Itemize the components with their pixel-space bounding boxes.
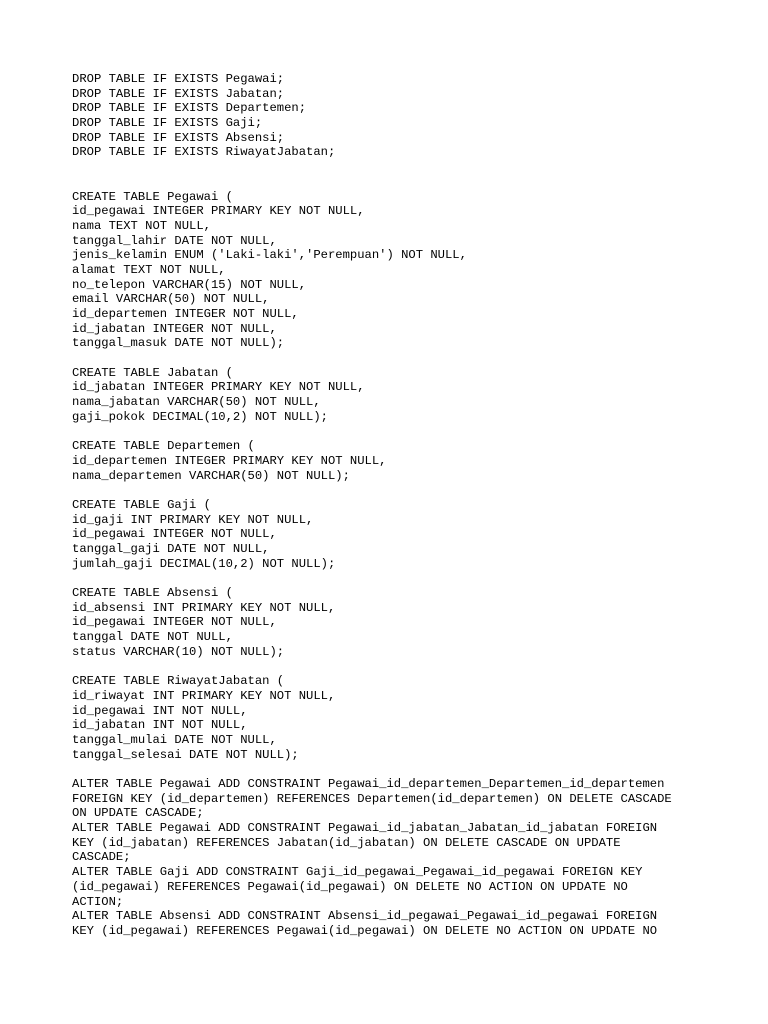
code-line: tanggal DATE NOT NULL, [72, 630, 233, 645]
code-line: DROP TABLE IF EXISTS Departemen; [72, 101, 307, 116]
code-line: DROP TABLE IF EXISTS Jabatan; [72, 86, 285, 101]
code-line: ALTER TABLE Pegawai ADD CONSTRAINT Pegawai_id_jabatan_Jabatan_id_jabatan FOREIGN [72, 821, 658, 836]
code-line: KEY (id_jabatan) REFERENCES Jabatan(id_jabatan) ON DELETE CASCADE ON UPDATE [72, 835, 621, 850]
code-line: id_jabatan INT NOT NULL, [72, 718, 248, 733]
code-line: CREATE TABLE Pegawai ( [72, 189, 233, 204]
code-line: CASCADE; [72, 850, 131, 865]
code-line: id_departemen INTEGER NOT NULL, [72, 307, 299, 322]
code-line: nama TEXT NOT NULL, [72, 218, 211, 233]
create-riwayat-jabatan-block [72, 674, 702, 762]
code-line: tanggal_mulai DATE NOT NULL, [72, 732, 277, 747]
code-line: id_departemen INTEGER PRIMARY KEY NOT NULL, [72, 453, 387, 468]
code-line: ALTER TABLE Absensi ADD CONSTRAINT Absensi_id_pegawai_Pegawai_id_pegawai FOREIGN [72, 909, 658, 924]
blank-spacer [72, 160, 702, 189]
blank-spacer [72, 660, 702, 675]
code-line: CREATE TABLE Absensi ( [72, 586, 233, 601]
code-line: ACTION; [72, 894, 124, 909]
code-line: DROP TABLE IF EXISTS RiwayatJabatan; [72, 145, 336, 160]
code-line: KEY (id_pegawai) REFERENCES Pegawai(id_pegawai) ON DELETE NO ACTION ON UPDATE NO [72, 923, 658, 938]
code-line: ALTER TABLE Gaji ADD CONSTRAINT Gaji_id_pegawai_Pegawai_id_pegawai FOREIGN KEY [72, 865, 643, 880]
code-line: gaji_pokok DECIMAL(10,2) NOT NULL); [72, 409, 328, 424]
code-line: ALTER TABLE Pegawai ADD CONSTRAINT Pegawai_id_departemen_Departemen_id_departemen [72, 777, 665, 792]
blank-spacer [72, 762, 702, 777]
code-line: ON UPDATE CASCADE; [72, 806, 204, 821]
code-line: alamat TEXT NOT NULL, [72, 262, 226, 277]
code-line: status VARCHAR(10) NOT NULL); [72, 644, 285, 659]
blank-spacer [72, 351, 702, 366]
code-line: id_pegawai INTEGER PRIMARY KEY NOT NULL, [72, 204, 365, 219]
create-jabatan-block [72, 366, 702, 425]
code-line: nama_departemen VARCHAR(50) NOT NULL); [72, 468, 350, 483]
code-line: jumlah_gaji DECIMAL(10,2) NOT NULL); [72, 556, 336, 571]
create-gaji-block [72, 498, 702, 571]
create-pegawai-block [72, 190, 702, 352]
drop-statements-block [72, 72, 702, 160]
code-line: (id_pegawai) REFERENCES Pegawai(id_pegawai) ON DELETE NO ACTION ON UPDATE NO [72, 879, 628, 894]
blank-spacer [72, 483, 702, 498]
code-line: DROP TABLE IF EXISTS Absensi; [72, 130, 285, 145]
code-line: no_telepon VARCHAR(15) NOT NULL, [72, 277, 307, 292]
code-line: id_jabatan INTEGER PRIMARY KEY NOT NULL, [72, 380, 365, 395]
code-line: id_absensi INT PRIMARY KEY NOT NULL, [72, 600, 336, 615]
create-absensi-block [72, 586, 702, 659]
alter-statements-block [72, 777, 702, 939]
code-line: id_riwayat INT PRIMARY KEY NOT NULL, [72, 688, 336, 703]
code-line: id_pegawai INTEGER NOT NULL, [72, 615, 277, 630]
code-line: id_pegawai INTEGER NOT NULL, [72, 527, 277, 542]
code-line: FOREIGN KEY (id_departemen) REFERENCES Departemen(id_departemen) ON DELETE CASCADE [72, 791, 672, 806]
code-line: id_gaji INT PRIMARY KEY NOT NULL, [72, 512, 314, 527]
document-page [72, 72, 702, 939]
code-line: CREATE TABLE Departemen ( [72, 439, 255, 454]
code-line: id_pegawai INT NOT NULL, [72, 703, 248, 718]
code-line: tanggal_masuk DATE NOT NULL); [72, 336, 285, 351]
code-line: jenis_kelamin ENUM ('Laki-laki','Perempuan') NOT NULL, [72, 248, 467, 263]
code-line: DROP TABLE IF EXISTS Gaji; [72, 116, 263, 131]
code-line: tanggal_gaji DATE NOT NULL, [72, 542, 270, 557]
code-line: tanggal_selesai DATE NOT NULL); [72, 747, 299, 762]
code-line: CREATE TABLE Gaji ( [72, 497, 211, 512]
create-departemen-block [72, 439, 702, 483]
blank-spacer [72, 425, 702, 440]
code-line: CREATE TABLE RiwayatJabatan ( [72, 674, 285, 689]
code-line: id_jabatan INTEGER NOT NULL, [72, 321, 277, 336]
code-line: DROP TABLE IF EXISTS Pegawai; [72, 72, 285, 86]
blank-spacer [72, 571, 702, 586]
code-line: CREATE TABLE Jabatan ( [72, 365, 233, 380]
code-line: nama_jabatan VARCHAR(50) NOT NULL, [72, 395, 321, 410]
code-line: tanggal_lahir DATE NOT NULL, [72, 233, 277, 248]
code-line: email VARCHAR(50) NOT NULL, [72, 292, 270, 307]
